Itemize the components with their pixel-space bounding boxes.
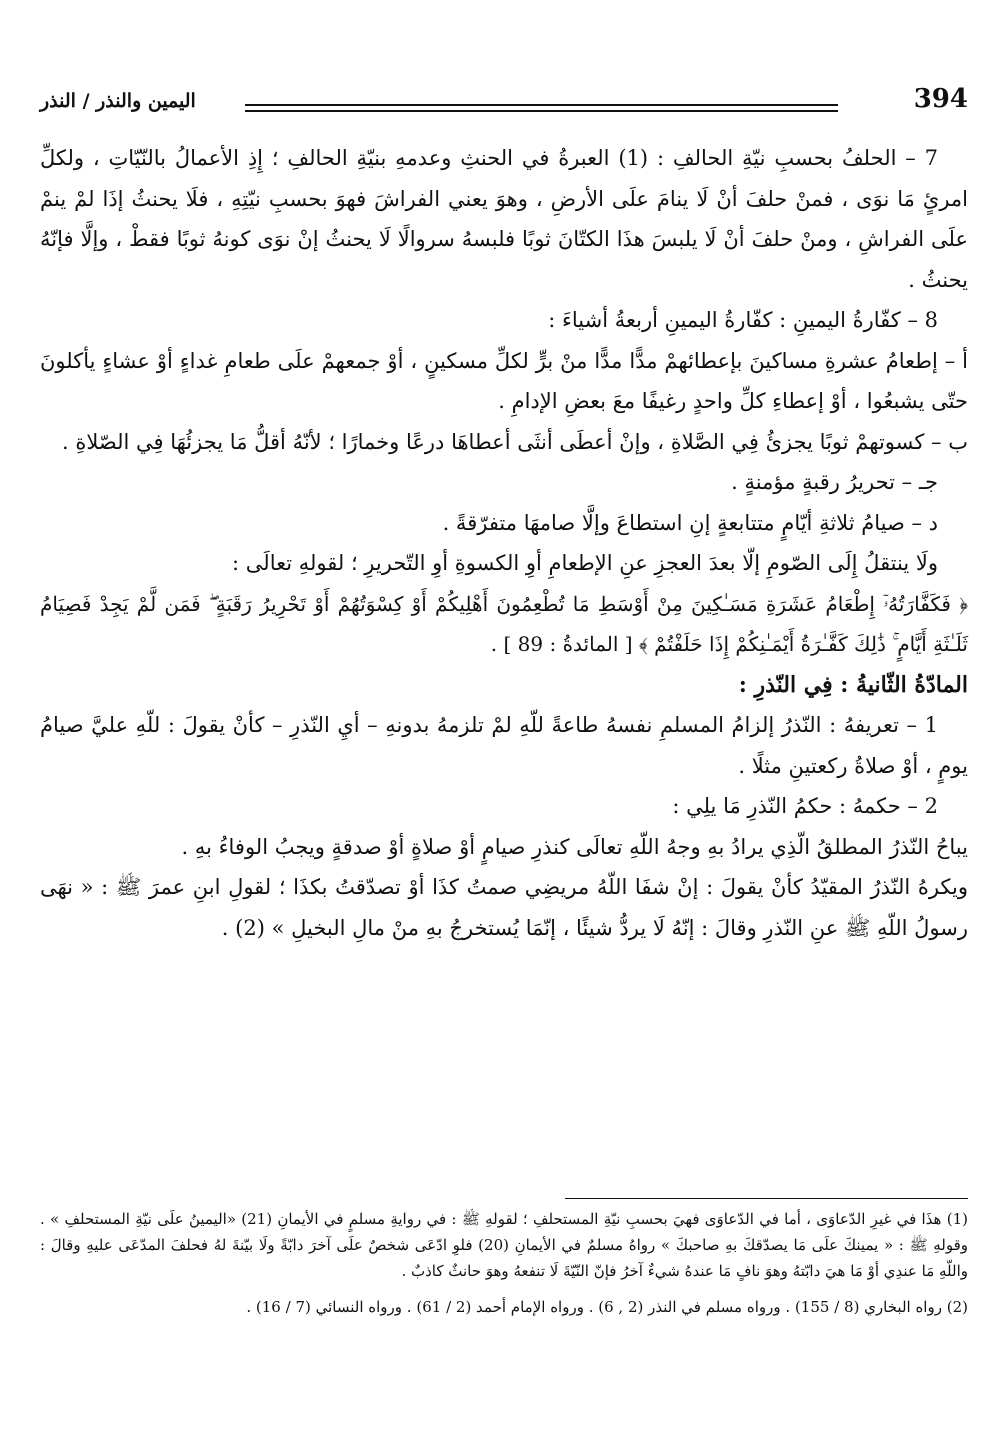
footnote: (1) هذَا في غيرِ الدّعاوَى ، أما في الدّعاوَى فهيَ بحسبِ نيّةِ المستحلفِ ؛ لقولهِ ﷺ : في روايةِ مسلمٍ في الأيمانِ (21) «اليمينُ علَى نيّةِ المستحلفِ » . وقولهِ ﷺ : « يمينكَ علَى مَا يصدّقكَ بهِ صاحبكَ » رواهُ مسلمٌ في الأيمانِ (20) فلوِ ادّعَى شخصٌ علَى آخرَ دابّةً ولَا بيّنةَ لهُ فحلفَ المدّعَى عليهِ وقالَ : واللّهِ مَا عندِي أوْ مَا هيَ دابّتهُ وهوَ نافٍ مَا عندهُ شيءٌ آخرُ فإنّ النّيّةَ لَا تنفعهُ وهوَ حانثٌ كاذبٌ . <box>40 1210 968 1280</box>
paragraph: 7 – الحلفُ بحسبِ نيّةِ الحالفِ : (1) العبرةُ في الحنثِ وعدمهِ بنيّةِ الحالفِ ؛ إِذِ الأعمالُ بالنّيّاتِ ، ولكلِّ امرئٍ مَا نوَى ، فمنْ حلفَ أنْ لَا ينامَ علَى الأرضِ ، وهوَ يعني الفراشَ فهوَ بحسبِ نيّتِهِ ، فلَا يحنثُ إذَا لمْ ينمْ علَى الفراشِ ، ومنْ حلفَ أنْ لَا يلبسَ هذَا الكتّانَ ثوبًا فلبسهُ سروالًا لَا يحنثُ إنْ نوَى كونهُ ثوبًا فقطْ ، وإلَّا فإنّهُ يحنثُ . <box>40 146 968 292</box>
section-heading: المادّةُ الثّانيةُ : فِي النّذرِ : <box>738 671 968 698</box>
paragraph: 8 – كفّارةُ اليمينِ : كفّارةُ اليمينِ أربعةُ أشياءَ : <box>548 308 938 332</box>
verse-text: ﴿ فَكَفَّارَتُهُۥٓ إِطْعَامُ عَشَرَةِ مَسَـٰكِينَ مِنْ أَوْسَطِ مَا تُطْعِمُونَ أَهْلِيكُمْ أَوْ كِسْوَتُهُمْ أَوْ تَحْرِيرُ رَقَبَةٍ ۖ فَمَن لَّمْ يَجِدْ فَصِيَامُ ثَلَـٰثَةِ أَيَّامٍ ۚ ذَٰلِكَ كَفَّـٰرَةُ أَيْمَـٰنِكُمْ إِذَا حَلَفْتُمْ ﴾ <box>40 591 968 656</box>
page-number: 394 <box>913 84 968 114</box>
paragraph: أ – إطعامُ عشرةِ مساكينَ بإعطائهمْ مدًّا مدًّا منْ برٍّ لكلِّ مسكينٍ ، أوْ جمعهمْ علَى طعامِ غداءٍ أوْ عشاءٍ يأكلونَ حتّى يشبعُوا ، أوْ إعطاءِ كلِّ واحدٍ رغيفًا معَ بعضِ الإدامِ . <box>40 348 968 413</box>
verse-reference: [ المائدةُ : 89 ] . <box>490 632 633 656</box>
page-header <box>40 84 968 126</box>
paragraph: د – صيامُ ثلاثةِ أيّامٍ متتابعةٍ إنِ استطاعَ وإلَّا صامهَا متفرّقةً . <box>442 510 938 535</box>
quran-verse <box>40 584 968 665</box>
header-rule <box>245 104 838 112</box>
paragraph: 1 – تعريفهُ : النّذرُ إلزامُ المسلمِ نفسهُ طاعةً للّهِ لمْ تلزمهُ بدونهِ – أيِ النّذرِ – كأنْ يقولَ : للّهِ عليَّ صيامُ يومٍ ، أوْ صلاةُ ركعتينِ مثلًا . <box>40 713 968 778</box>
paragraph: جـ – تحريرُ رقبةٍ مؤمنةٍ . <box>731 470 938 494</box>
running-title: اليمين والنذر / النذر <box>40 90 196 112</box>
paragraph: ولَا ينتقلُ إِلَى الصّومِ إلّا بعدَ العجزِ عنِ الإطعامِ أوِ الكسوةِ أوِ التّحريرِ ؛ لقولهِ تعالَى : <box>232 551 938 575</box>
paragraph: ب – كسوتهمْ ثوبًا يجزئُ فِي الصَّلاةِ ، وإنْ أعطَى أنثَى أعطاهَا درعًا وخمارًا ؛ لأنّهُ أقلُّ مَا يجزئُهَا فِي الصّلاةِ . <box>61 429 968 454</box>
paragraph: يباحُ النّذرُ المطلقُ الّذِي يرادُ بهِ وجهُ اللّهِ تعالَى كنذرِ صيامٍ أوْ صلاةٍ أوْ صدقةٍ ويجبُ الوفاءُ بهِ . <box>181 834 968 859</box>
paragraph: 2 – حكمهُ : حكمُ النّذرِ مَا يلِي : <box>672 794 938 818</box>
paragraph: ويكرهُ النّذرُ المقيّدُ كأنْ يقولَ : إنْ شفَا اللّهُ مريضِي صمتُ كذَا أوْ تصدّقتُ بكذَا ؛ لقولِ ابنِ عمرَ ﷺ : « نهَى رسولُ اللّهِ ﷺ عنِ النّذرِ وقالَ : إنّهُ لَا يردُّ شيئًا ، إنّمَا يُستخرجُ بهِ منْ مالِ البخيلِ » (2) . <box>40 875 968 940</box>
main-text <box>40 138 968 948</box>
footnote: (2) رواه البخاري (8 / 155) . ورواه مسلم في النذر (2 , 6) . ورواه الإمام أحمد (2 / 61) . ورواه النسائي (7 / 16) . <box>246 1298 968 1316</box>
footnotes <box>40 1206 968 1330</box>
footnote-separator <box>565 1198 968 1199</box>
